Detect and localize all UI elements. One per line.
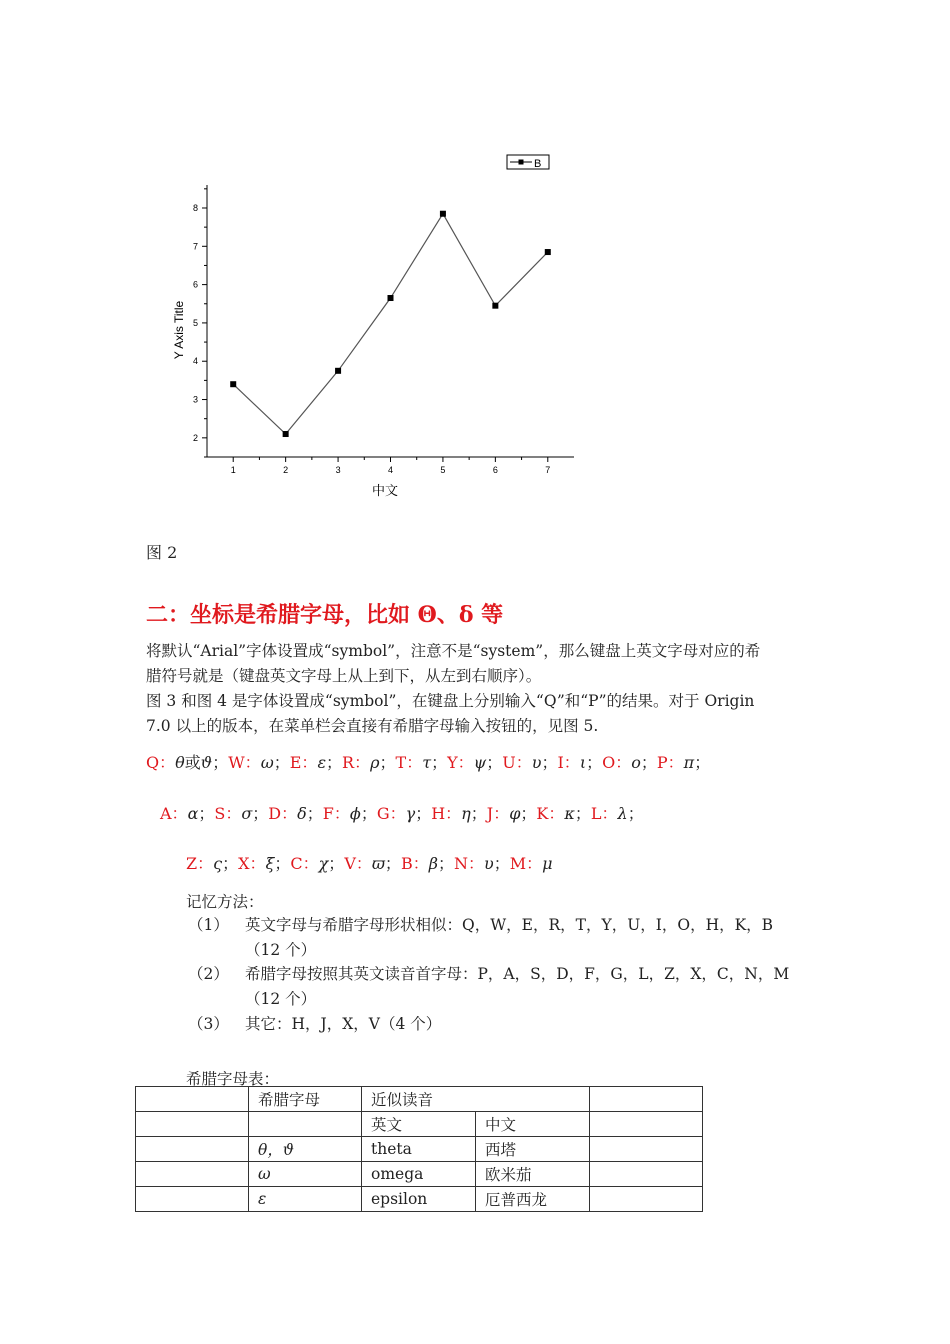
y-tick-label: 8 bbox=[192, 202, 198, 213]
greek-map-row-1 bbox=[146, 750, 710, 773]
data-point bbox=[492, 303, 498, 309]
greek-symbol: ς bbox=[213, 854, 223, 873]
data-point bbox=[283, 431, 289, 437]
greek-key-label: J： bbox=[486, 804, 510, 823]
greek-symbol: τ bbox=[422, 753, 432, 772]
greek-key-label: C： bbox=[290, 854, 319, 873]
greek-key-label: Z： bbox=[186, 854, 214, 873]
separator: ； bbox=[222, 854, 239, 873]
greek-key-label: G： bbox=[376, 804, 406, 823]
greek-symbol: κ bbox=[564, 804, 575, 823]
separator: ； bbox=[273, 753, 290, 772]
table-cell bbox=[136, 1162, 249, 1187]
greek-symbol: π bbox=[683, 753, 695, 772]
greek-symbol: ε bbox=[317, 753, 327, 772]
greek-cell: θ，ϑ bbox=[249, 1137, 362, 1162]
greek-key-label: N： bbox=[453, 854, 484, 873]
greek-key-label: V： bbox=[344, 854, 372, 873]
english-cell: theta bbox=[362, 1137, 476, 1162]
greek-symbol: λ bbox=[617, 804, 628, 823]
separator: ； bbox=[415, 804, 432, 823]
greek-key-label: B： bbox=[400, 854, 429, 873]
data-point bbox=[230, 381, 236, 387]
chart-ticks bbox=[193, 189, 550, 475]
header-chinese: 中文 bbox=[476, 1112, 590, 1137]
greek-or-text: 或 bbox=[184, 753, 201, 772]
greek-key-label: D： bbox=[268, 804, 298, 823]
greek-letter-table bbox=[135, 1086, 703, 1212]
data-point bbox=[388, 295, 394, 301]
y-tick-label: 6 bbox=[192, 279, 198, 290]
table-cell bbox=[590, 1087, 703, 1112]
greek-map-row-2 bbox=[160, 801, 644, 824]
figure-caption: 图 2 bbox=[146, 543, 178, 562]
memo-item-text: 其它：H，J，X，V（4 个） bbox=[245, 1015, 442, 1033]
separator: ； bbox=[694, 753, 711, 772]
greek-symbol: δ bbox=[297, 804, 307, 823]
greek-key-label: M： bbox=[509, 854, 543, 873]
separator: ； bbox=[437, 854, 454, 873]
table-cell bbox=[249, 1112, 362, 1137]
separator: ； bbox=[627, 804, 644, 823]
separator: ； bbox=[379, 753, 396, 772]
memo-item-number: （3） bbox=[188, 1015, 229, 1033]
intro-line-4: 7.0 以上的版本，在菜单栏会直接有希腊字母输入按钮的，见图 5. bbox=[146, 717, 599, 735]
greek-cell: ω bbox=[249, 1162, 362, 1187]
greek-key-label: O： bbox=[602, 753, 632, 772]
greek-key-label: F： bbox=[322, 804, 350, 823]
greek-symbol: υ bbox=[531, 753, 542, 772]
memo-item-number: （1） bbox=[188, 916, 229, 934]
chinese-cell: 欧米茄 bbox=[476, 1162, 590, 1187]
table-row bbox=[136, 1137, 703, 1162]
greek-key-label: Q： bbox=[146, 753, 176, 772]
table-subheader-row bbox=[136, 1112, 703, 1137]
greek-symbol: ι bbox=[579, 753, 587, 772]
greek-key-label: U： bbox=[502, 753, 532, 772]
memo-item-text: 英文字母与希腊字母形状相似：Q，W，E，R，T，Y，U，I，O，H，K，B （12 个） bbox=[245, 916, 774, 959]
table-cell bbox=[136, 1087, 249, 1112]
chart-axes bbox=[207, 185, 574, 457]
greek-symbol: ψ bbox=[473, 753, 487, 772]
section-heading: 二：坐标是希腊字母，比如 Θ、δ 等 bbox=[146, 602, 504, 628]
separator: ； bbox=[328, 854, 345, 873]
separator: ； bbox=[493, 854, 510, 873]
table-title: 希腊字母表： bbox=[186, 1070, 280, 1088]
greek-symbol: ω bbox=[260, 753, 274, 772]
line-chart bbox=[0, 0, 600, 520]
greek-symbol: β bbox=[428, 854, 438, 873]
chinese-cell: 厄普西龙 bbox=[476, 1187, 590, 1212]
greek-symbol: χ bbox=[318, 854, 329, 873]
memo-item-3 bbox=[188, 1012, 810, 1037]
greek-symbol: υ bbox=[483, 854, 494, 873]
header-approx: 近似读音 bbox=[362, 1087, 590, 1112]
greek-symbol: ξ bbox=[265, 854, 275, 873]
greek-key-label: W： bbox=[228, 753, 261, 772]
memo-title: 记忆方法： bbox=[186, 893, 264, 911]
header-greek: 希腊字母 bbox=[249, 1087, 362, 1112]
data-point bbox=[335, 368, 341, 374]
table-cell bbox=[136, 1187, 249, 1212]
separator: ； bbox=[574, 804, 591, 823]
greek-symbol: θ bbox=[175, 753, 185, 772]
separator: ； bbox=[541, 753, 558, 772]
table-row bbox=[136, 1162, 703, 1187]
greek-key-label: H： bbox=[431, 804, 462, 823]
y-tick-label: 4 bbox=[192, 356, 198, 367]
series-line bbox=[233, 214, 548, 434]
separator: ； bbox=[252, 804, 269, 823]
table-header-row bbox=[136, 1087, 703, 1112]
memo-item-number: （2） bbox=[188, 965, 229, 983]
memo-item-2 bbox=[188, 962, 810, 1012]
greek-symbol: φ bbox=[509, 804, 521, 823]
table-cell bbox=[590, 1137, 703, 1162]
greek-symbol: μ bbox=[542, 854, 553, 873]
english-cell: omega bbox=[362, 1162, 476, 1187]
separator: ； bbox=[326, 753, 343, 772]
table-row bbox=[136, 1187, 703, 1212]
greek-cell: ε bbox=[249, 1187, 362, 1212]
x-tick-label: 5 bbox=[440, 465, 446, 475]
separator: ； bbox=[431, 753, 448, 772]
x-tick-label: 1 bbox=[230, 465, 236, 475]
memo-item-1 bbox=[188, 913, 810, 963]
separator: ； bbox=[640, 753, 657, 772]
greek-key-label: R： bbox=[342, 753, 371, 772]
x-tick-label: 6 bbox=[492, 465, 498, 475]
greek-symbol: ρ bbox=[370, 753, 380, 772]
greek-map-row-3 bbox=[186, 851, 553, 874]
data-point bbox=[440, 211, 446, 217]
greek-symbol: ο bbox=[631, 753, 641, 772]
y-tick-label: 5 bbox=[192, 317, 198, 328]
x-tick-label: 2 bbox=[283, 465, 289, 475]
separator: ； bbox=[360, 804, 377, 823]
separator: ； bbox=[274, 854, 291, 873]
chart-series bbox=[230, 211, 551, 437]
greek-symbol: γ bbox=[405, 804, 416, 823]
y-tick-label: 7 bbox=[192, 241, 198, 252]
intro-line-1: 将默认“Arial”字体设置成“symbol”，注意不是“system”，那么键盘上英文字母对应的希 bbox=[146, 642, 761, 660]
separator: ； bbox=[384, 854, 401, 873]
separator: ； bbox=[198, 804, 215, 823]
header-english: 英文 bbox=[362, 1112, 476, 1137]
greek-symbol: α bbox=[187, 804, 199, 823]
x-tick-label: 3 bbox=[335, 465, 341, 475]
separator: ； bbox=[520, 804, 537, 823]
y-tick-label: 2 bbox=[192, 432, 198, 443]
y-axis-label: Y Axis Title bbox=[172, 300, 186, 360]
chinese-cell: 西塔 bbox=[476, 1137, 590, 1162]
x-axis-label: 中文 bbox=[371, 484, 399, 499]
separator: ； bbox=[306, 804, 323, 823]
table-cell bbox=[590, 1162, 703, 1187]
table-cell bbox=[136, 1112, 249, 1137]
separator: ； bbox=[470, 804, 487, 823]
greek-key-label: S： bbox=[214, 804, 242, 823]
y-tick-label: 3 bbox=[192, 394, 198, 405]
legend-label: B bbox=[534, 158, 542, 170]
intro-line-3: 图 3 和图 4 是字体设置成“symbol”，在键盘上分别输入“Q”和“P”的结果。对于 Origin bbox=[146, 692, 755, 710]
separator: ； bbox=[212, 753, 229, 772]
separator: ； bbox=[586, 753, 603, 772]
greek-symbol: ϕ bbox=[349, 804, 361, 823]
greek-key-label: T： bbox=[395, 753, 423, 772]
table-cell bbox=[136, 1137, 249, 1162]
greek-key-label: K： bbox=[536, 804, 565, 823]
separator: ； bbox=[486, 753, 503, 772]
x-tick-label: 7 bbox=[545, 465, 551, 475]
memo-item-text: 希腊字母按照其英文读音首字母：P，A，S，D，F，G，L，Z，X，C，N，M （12 个） bbox=[245, 965, 790, 1008]
greek-symbol: ϖ bbox=[371, 854, 385, 873]
greek-key-label: P： bbox=[656, 753, 684, 772]
greek-key-label: Y： bbox=[447, 753, 474, 772]
x-tick-label: 4 bbox=[387, 465, 394, 475]
greek-symbol: σ bbox=[241, 804, 253, 823]
chart-legend bbox=[507, 155, 549, 170]
greek-key-label: I： bbox=[557, 753, 580, 772]
greek-symbol: η bbox=[461, 804, 471, 823]
greek-symbol-alt: ϑ bbox=[200, 753, 213, 772]
greek-key-label: E： bbox=[289, 753, 318, 772]
data-point bbox=[545, 249, 551, 255]
english-cell: epsilon bbox=[362, 1187, 476, 1212]
greek-key-label: A： bbox=[160, 804, 188, 823]
greek-key-label: L： bbox=[590, 804, 618, 823]
greek-key-label: X： bbox=[238, 854, 266, 873]
intro-line-2: 腊符号就是（键盘英文字母上从上到下，从左到右顺序）。 bbox=[146, 667, 542, 685]
table-cell bbox=[590, 1112, 703, 1137]
table-cell bbox=[590, 1187, 703, 1212]
